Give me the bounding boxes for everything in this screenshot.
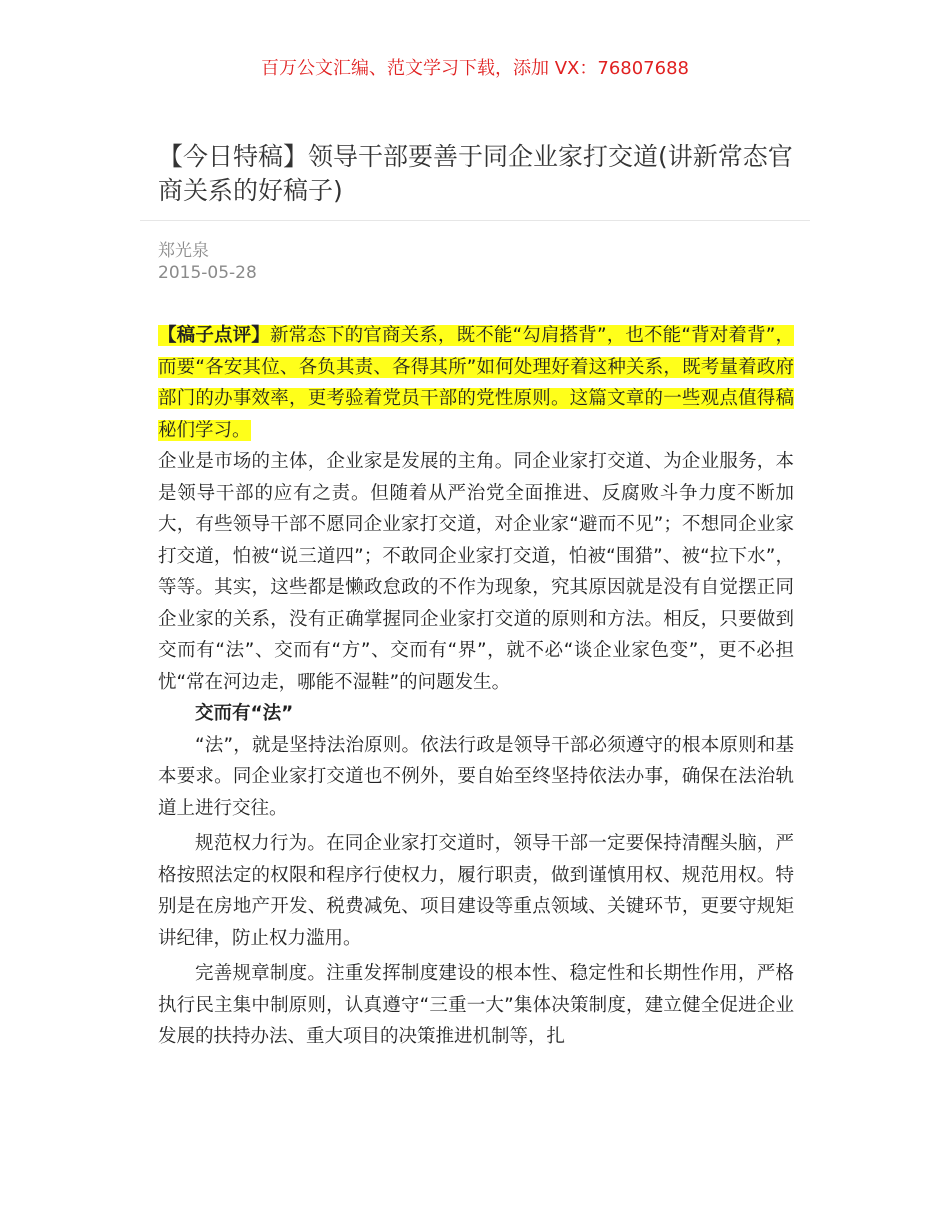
paragraph: 完善规章制度。注重发挥制度建设的根本性、稳定性和长期性作用，严格执行民主集中制原则，认真遵守“三重一大”集体决策制度，建立健全促进企业发展的扶持办法、重大项目的决策推进机制等，扎 — [158, 963, 794, 1047]
comment-text: 新常态下的官商关系，既不能“勾肩搭背”，也不能“背对着背”，而要“各安其位、各负其责、各得其所”如何处理好着这种关系，既考量着政府部门的办事效率，更考验着党员干部的党性原则。这篇文章的一些观点值得稿秘们学习。 — [158, 325, 794, 441]
paragraph-intro: 企业是市场的主体，企业家是发展的主角。同企业家打交道、为企业服务，本是领导干部的应有之责。但随着从严治党全面推进、反腐败斗争力度不断加大，有些领导干部不愿同企业家打交道，对企业家“避而不见”；不想同企业家打交道，怕被“说三道四”；不敢同企业家打交道，怕被“围猎”、被“拉下水”，等等。其实，这些都是懒政怠政的不作为现象，究其原因就是没有自觉摆正同企业家的关系，没有正确掌握同企业家打交道的原则和方法。相反，只要做到交而有“法”、交而有“方”、交而有“界”，就不必“谈企业家色变”，更不必担忧“常在河边走，哪能不湿鞋”的问题发生。 — [158, 451, 794, 693]
editor-comment — [158, 320, 794, 446]
section-heading: 交而有“法” — [195, 703, 294, 724]
article-title: 【今日特稿】领导干部要善于同企业家打交道(讲新常态官商关系的好稿子) — [158, 142, 793, 205]
author-name: 郑光泉 — [158, 241, 209, 261]
paragraph: “法”，就是坚持法治原则。依法行政是领导干部必须遵守的根本原则和基本要求。同企业家打交道也不例外，要自始至终坚持依法办事，确保在法治轨道上进行交往。 — [158, 734, 794, 819]
article-meta — [158, 240, 257, 284]
title-divider — [140, 220, 810, 221]
comment-label: 【稿子点评】 — [158, 325, 270, 346]
paragraph: 规范权力行为。在同企业家打交道时，领导干部一定要保持清醒头脑，严格按照法定的权限和程序行使权力，履行职责，做到谨慎用权、规范用权。特别是在房地产开发、税费减免、项目建设等重点领域、关键环节，更要守规矩讲纪律，防止权力滥用。 — [158, 833, 794, 949]
publish-date: 2015-05-28 — [158, 263, 257, 283]
watermark-banner: 百万公文汇编、范文学习下载，添加 VX：76807688 — [261, 58, 689, 79]
article-body — [158, 320, 794, 1053]
